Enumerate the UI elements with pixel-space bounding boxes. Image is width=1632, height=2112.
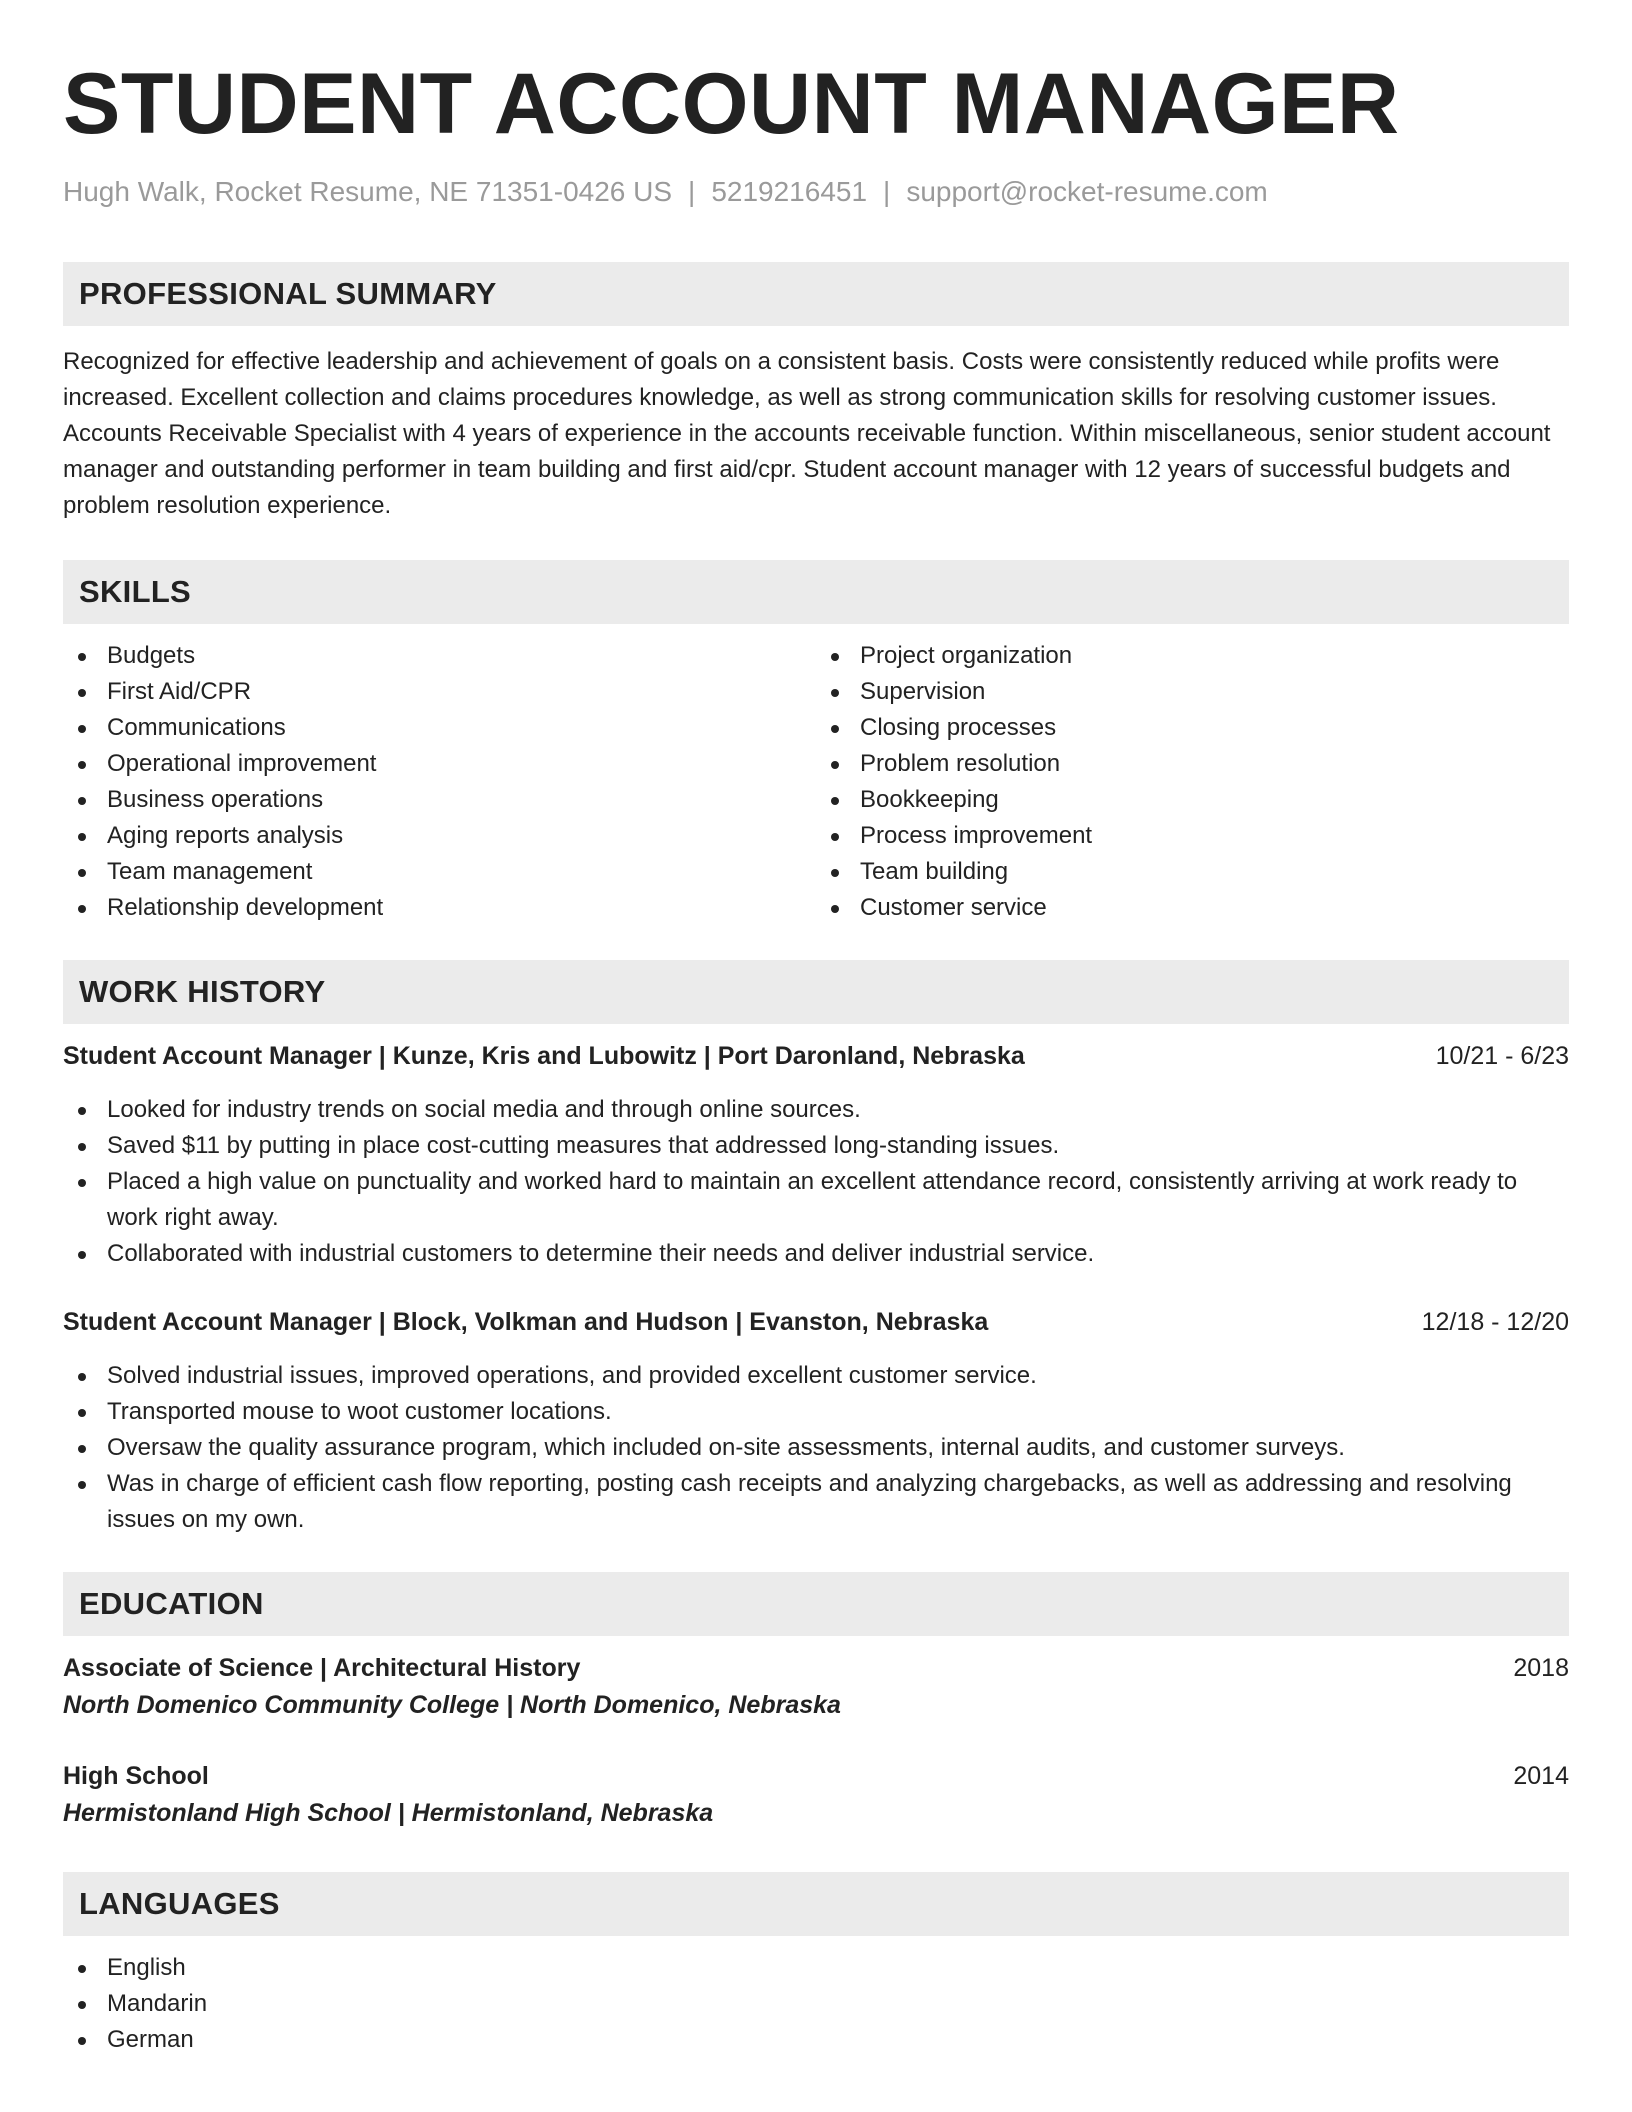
skills-list <box>63 638 1569 926</box>
contact-address: Hugh Walk, Rocket Resume, NE 71351-0426 US <box>63 176 673 207</box>
skill-item: Closing processes <box>816 710 1569 746</box>
job-header <box>63 1038 1569 1074</box>
skill-item: Bookkeeping <box>816 782 1569 818</box>
language-item: German <box>63 2022 1569 2058</box>
job-entry <box>63 1304 1569 1538</box>
job-entry <box>63 1038 1569 1272</box>
section-header-summary <box>63 262 1569 326</box>
skill-item: First Aid/CPR <box>63 674 816 710</box>
job-bullet: Collaborated with industrial customers to determine their needs and deliver industrial service. <box>63 1236 1569 1272</box>
education-year: 2018 <box>1513 1654 1569 1682</box>
contact-email: support@rocket-resume.com <box>906 176 1268 207</box>
contact-phone: 5219216451 <box>711 176 868 207</box>
job-dates: 12/18 - 12/20 <box>1421 1308 1569 1336</box>
skill-item: Business operations <box>63 782 816 818</box>
job-bullet: Transported mouse to woot customer locations. <box>63 1394 1569 1430</box>
resume-title: STUDENT ACCOUNT MANAGER <box>63 56 1400 152</box>
skill-item: Budgets <box>63 638 816 674</box>
section-header-work <box>63 960 1569 1024</box>
job-bullet: Looked for industry trends on social media and through online sources. <box>63 1092 1569 1128</box>
language-item: English <box>63 1950 1569 1986</box>
education-header <box>63 1758 1569 1794</box>
skill-item: Aging reports analysis <box>63 818 816 854</box>
education-entry <box>63 1758 1569 1832</box>
section-title: LANGUAGES <box>79 1886 280 1921</box>
education-degree: High School <box>63 1762 209 1790</box>
education-year: 2014 <box>1513 1762 1569 1790</box>
job-header <box>63 1304 1569 1340</box>
section-header-education <box>63 1572 1569 1636</box>
section-title: SKILLS <box>79 574 192 609</box>
contact-separator: | <box>883 176 891 207</box>
job-bullets <box>63 1092 1569 1272</box>
section-header-skills <box>63 560 1569 624</box>
skill-item: Relationship development <box>63 890 816 926</box>
job-bullets <box>63 1358 1569 1538</box>
skill-item: Team building <box>816 854 1569 890</box>
contact-separator: | <box>688 176 696 207</box>
section-title: PROFESSIONAL SUMMARY <box>79 276 497 311</box>
summary-text: Recognized for effective leadership and achievement of goals on a consistent basis. Costs were consistently reduced while profits were increased. Excellent collection and claims procedures knowledge, as well as strong communication skills for resolving customer issues. Accounts Receivable Specialist with 4 years of experience in the accounts receivable function. Within miscellaneous, senior student account manager and outstanding performer in team building and first aid/cpr. Student account manager with 12 years of successful budgets and problem resolution experience. <box>63 348 1551 519</box>
section-title: EDUCATION <box>79 1586 264 1621</box>
job-dates: 10/21 - 6/23 <box>1435 1042 1569 1070</box>
education-degree: Associate of Science | Architectural History <box>63 1654 581 1682</box>
language-item: Mandarin <box>63 1986 1569 2022</box>
education-entry <box>63 1650 1569 1724</box>
skills-column-right <box>816 638 1569 926</box>
skill-item: Process improvement <box>816 818 1569 854</box>
skill-item: Project organization <box>816 638 1569 674</box>
skill-item: Supervision <box>816 674 1569 710</box>
skill-item: Operational improvement <box>63 746 816 782</box>
skill-item: Problem resolution <box>816 746 1569 782</box>
skill-item: Customer service <box>816 890 1569 926</box>
job-bullet: Solved industrial issues, improved operations, and provided excellent customer service. <box>63 1358 1569 1394</box>
job-bullet: Saved $11 by putting in place cost-cutting measures that addressed long-standing issues. <box>63 1128 1569 1164</box>
job-title: Student Account Manager | Kunze, Kris and Lubowitz | Port Daronland, Nebraska <box>63 1042 1025 1070</box>
skill-item: Team management <box>63 854 816 890</box>
languages-list <box>63 1950 1569 2058</box>
section-title: WORK HISTORY <box>79 974 326 1009</box>
skill-item: Communications <box>63 710 816 746</box>
section-header-languages <box>63 1872 1569 1936</box>
job-bullet: Placed a high value on punctuality and worked hard to maintain an excellent attendance record, consistently arriving at work ready to work right away. <box>63 1164 1569 1236</box>
job-bullet: Oversaw the quality assurance program, which included on-site assessments, internal audits, and customer surveys. <box>63 1430 1569 1466</box>
contact-line <box>63 174 1569 210</box>
skills-column-left <box>63 638 816 926</box>
education-institution: North Domenico Community College | North Domenico, Nebraska <box>63 1691 841 1719</box>
job-bullet: Was in charge of efficient cash flow reporting, posting cash receipts and analyzing chargebacks, as well as addressing and resolving issues on my own. <box>63 1466 1569 1538</box>
education-institution: Hermistonland High School | Hermistonland, Nebraska <box>63 1799 714 1827</box>
job-title: Student Account Manager | Block, Volkman and Hudson | Evanston, Nebraska <box>63 1308 989 1336</box>
education-header <box>63 1650 1569 1686</box>
